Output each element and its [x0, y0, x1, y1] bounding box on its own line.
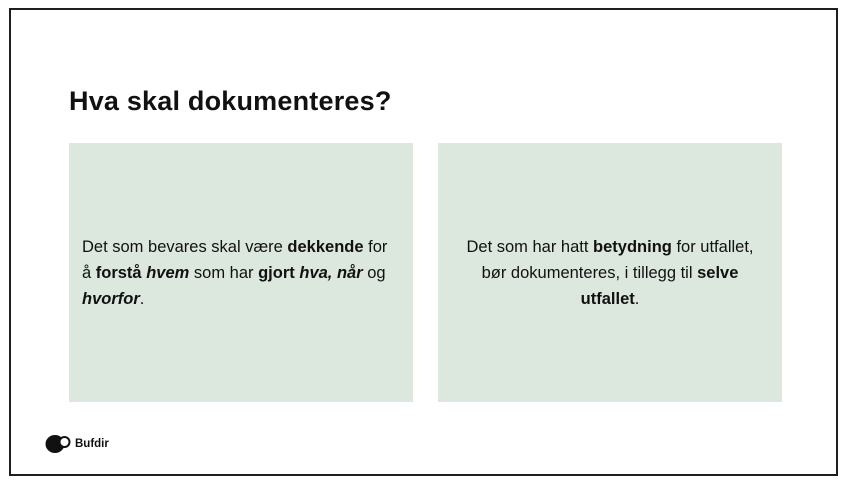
card-right-text-4: selve utfallet	[580, 263, 739, 308]
slide-frame	[9, 8, 838, 476]
card-right-text-3: for utfallet, bør dokumenteres, i tillegg til	[481, 237, 754, 282]
logo-text: Bufdir	[75, 438, 109, 450]
card-left-text-11: og	[362, 263, 386, 282]
card-left-text-3: for å	[82, 237, 388, 282]
card-left-text-12: hvorfor	[82, 289, 140, 308]
card-left	[69, 143, 413, 402]
card-left-text-4: forstå	[95, 263, 142, 282]
card-right-text-2: betydning	[593, 237, 672, 256]
card-left-text-10: hva, når	[299, 263, 363, 282]
card-left-text-13: .	[139, 289, 145, 308]
bufdir-logo	[45, 434, 109, 454]
card-left-text	[82, 234, 401, 312]
slide-title: Hva skal dokumenteres?	[69, 86, 392, 116]
card-right-text-5: .	[634, 289, 640, 308]
bufdir-logo-icon	[45, 434, 71, 454]
card-left-text-2: dekkende	[287, 237, 364, 256]
card-left-text-6: hvem	[146, 263, 190, 282]
card-left-text-7: som har	[189, 263, 259, 282]
card-right-text	[452, 234, 768, 312]
card-left-text-8: gjort	[258, 263, 295, 282]
card-right-text-1: Det som har hatt	[466, 237, 594, 256]
card-right	[438, 143, 782, 402]
card-left-text-1: Det som bevares skal være	[82, 237, 288, 256]
